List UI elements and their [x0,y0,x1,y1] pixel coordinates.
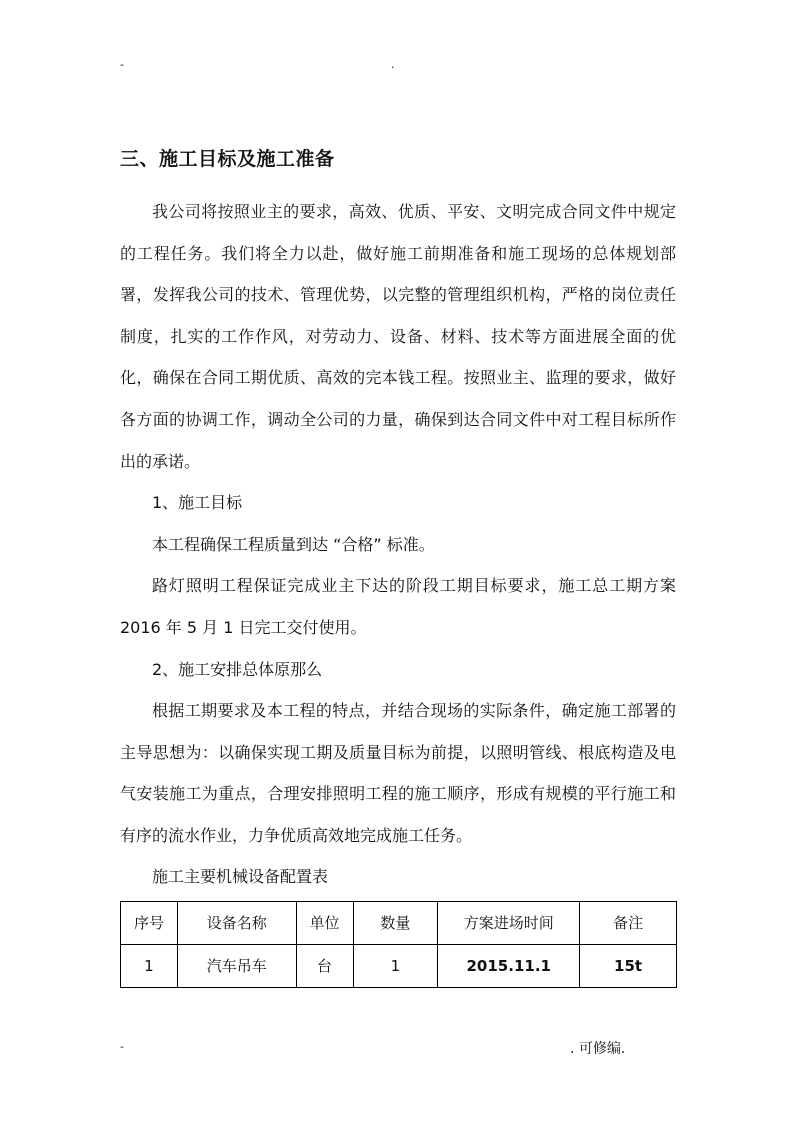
col-header-index: 序号 [121,901,178,944]
header-left-mark: - [120,58,124,71]
col-header-unit: 单位 [296,901,353,944]
header-center-mark: . [391,58,395,71]
table-row [121,944,677,987]
document-body [120,144,676,988]
cell-arrival-time: 2015.11.1 [438,944,580,987]
quality-target-text: 本工程确保工程质量到达 “合格” 标准。 [152,534,435,554]
col-header-equipment-name: 设备名称 [177,901,296,944]
item-arrangement-principle: 2、施工安排总体原那么 [152,659,323,679]
footer-left-mark: - [120,1040,124,1053]
cell-remarks: 15t [580,944,677,987]
table-caption: 施工主要机械设备配置表 [152,866,329,886]
item-construction-target: 1、施工目标 [152,493,243,513]
col-header-quantity: 数量 [353,901,438,944]
cell-unit: 台 [296,944,353,987]
intro-paragraph: 我公司将按照业主的要求，高效、优质、平安、文明完成合同文件中规定的工程任务。我们将全力以赴，做好施工前期准备和施工现场的总体规划部署，发挥我公司的技术、管理优势，以完整的管理组织机构，严格的岗位责任制度，扎实的工作作风，对劳动力、设备、材料、技术等方面进展全面的优化，确保在合同工期优质、高效的完本钱工程。按照业主、监理的要求，做好各方面的协调工作，调动全公司的力量，确保到达合同文件中对工程目标所作出的承诺。 [120,202,676,471]
section-title: 三、施工目标及施工准备 [120,148,335,170]
col-header-arrival-time: 方案进场时间 [438,901,580,944]
schedule-target-text: 路灯照明工程保证完成业主下达的阶段工期目标要求，施工总工期方案 2016 年 5 月 1 日完工交付使用。 [120,576,676,637]
equipment-table [120,901,677,988]
cell-index: 1 [121,944,178,987]
cell-quantity: 1 [353,944,438,987]
principle-paragraph: 根据工期要求及本工程的特点，并结合现场的实际条件，确定施工部署的主导思想为：以确保实现工期及质量目标为前提，以照明管线、根底构造及电气安装施工为重点，合理安排照明工程的施工顺序，形成有规模的平行施工和有序的流水作业，力争优质高效地完成施工任务。 [120,701,676,845]
table-header-row [121,901,677,944]
cell-equipment-name: 汽车吊车 [177,944,296,987]
col-header-remarks: 备注 [580,901,677,944]
footer-editable-note: . 可修编. [570,1041,626,1057]
